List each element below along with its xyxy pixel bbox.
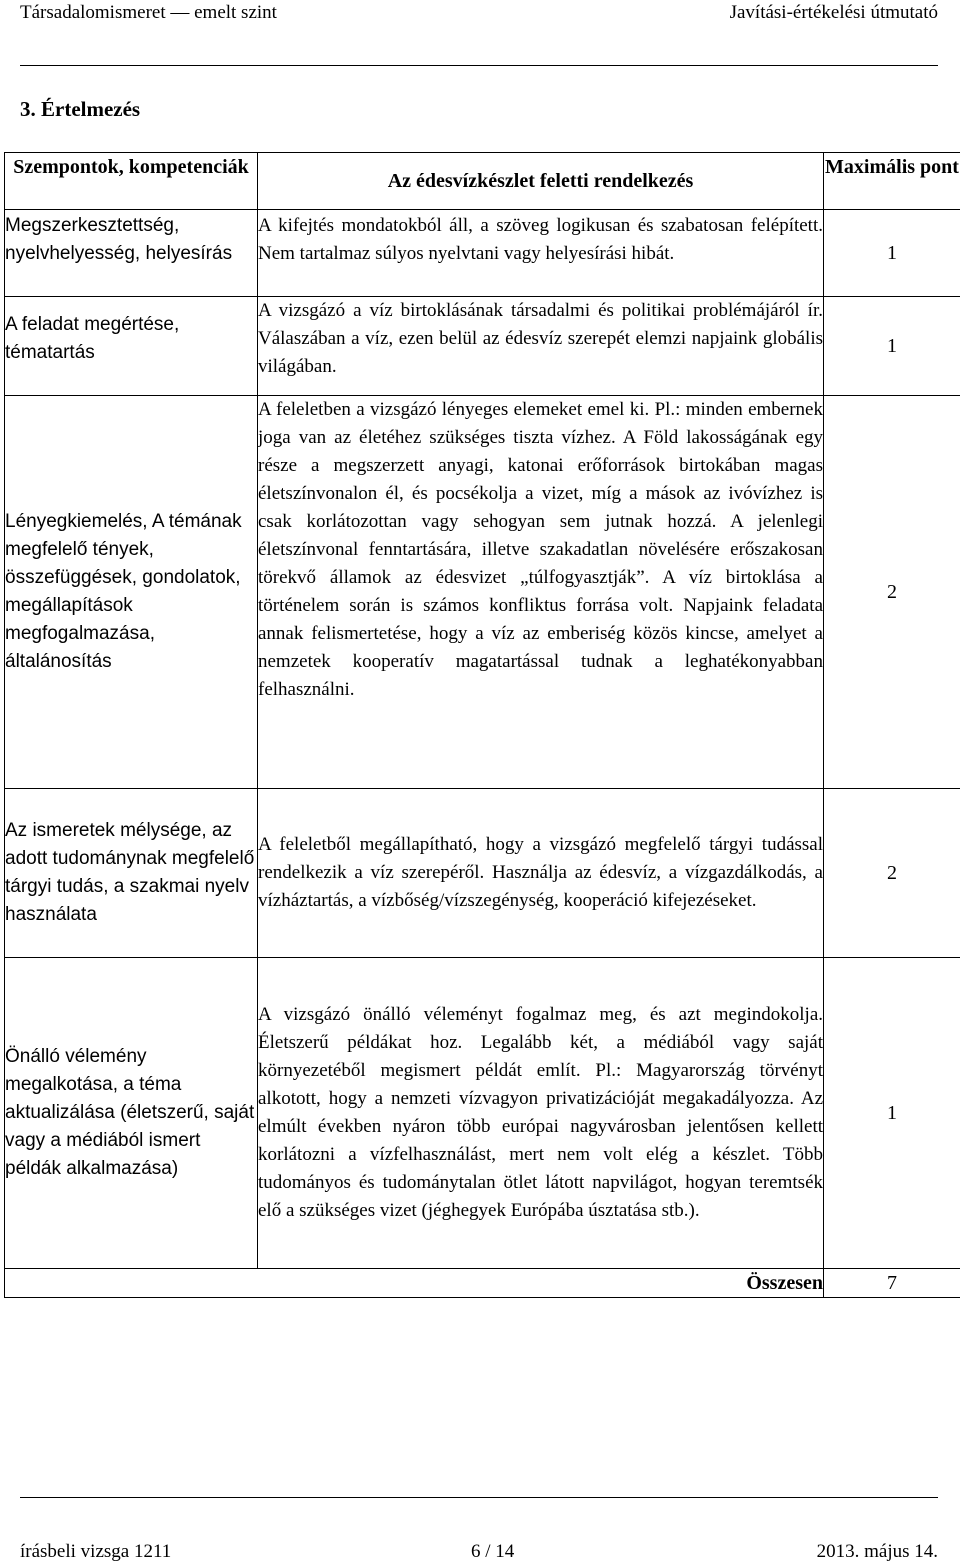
description-cell: A kifejtés mondatokból áll, a szöveg logikusan és szabatosan felépített. Nem tartalmaz súlyos nyelvtani vagy helyesírási hibát. xyxy=(258,210,824,297)
scoring-table xyxy=(4,152,960,1298)
criterion-cell: Megszerkesztettség, nyelvhelyesség, helyesírás xyxy=(5,210,258,297)
total-row xyxy=(5,1269,960,1298)
points-column-header: Maximális pont xyxy=(824,153,960,210)
table-row xyxy=(5,297,960,396)
table-row xyxy=(5,210,960,297)
points-cell: 2 xyxy=(824,789,960,958)
description-cell: A feleletből megállapítható, hogy a vizsgázó megfelelő tárgyi tudással rendelkezik a víz szerepéről. Használja az édesvíz, a vízgazdálkodás, a vízháztartás, a vízbőség/vízszegénység, kooperáció kifejezéseket. xyxy=(258,789,824,958)
criteria-column-header: Szempontok, kompetenciák xyxy=(5,153,258,210)
points-cell: 1 xyxy=(824,958,960,1269)
criterion-cell: A feladat megértése, tématartás xyxy=(5,297,258,396)
table-header-row xyxy=(5,153,960,210)
table-row xyxy=(5,789,960,958)
header-subject: Társadalomismeret — emelt szint xyxy=(20,2,277,23)
footer-date: 2013. május 14. xyxy=(816,1541,938,1562)
total-value: 7 xyxy=(824,1269,960,1298)
criterion-cell: Önálló vélemény megalkotása, a téma aktualizálása (életszerű, saját vagy a médiából ismert példák alkalmazása) xyxy=(5,958,258,1269)
points-cell: 1 xyxy=(824,210,960,297)
header-divider xyxy=(20,65,938,66)
points-cell: 2 xyxy=(824,396,960,789)
footer-divider xyxy=(20,1497,938,1498)
section-title: 3. Értelmezés xyxy=(20,97,141,121)
description-cell: A vizsgázó a víz birtoklásának társadalmi és politikai problémájáról ír. Válaszában a víz, ezen belül az édesvíz szerepét elemzi napjaink globális világában. xyxy=(258,297,824,396)
criterion-cell: Lényegkiemelés, A témának megfelelő tények, összefüggések, gondolatok, megállapítások megfogalmazása, általánosítás xyxy=(5,396,258,789)
footer-exam-code: írásbeli vizsga 1211 xyxy=(20,1541,172,1562)
footer-page-number: 6 / 14 xyxy=(471,1541,515,1562)
table-row xyxy=(5,958,960,1269)
topic-column-header: Az édesvízkészlet feletti rendelkezés xyxy=(258,153,824,210)
page-header xyxy=(20,0,938,28)
description-cell: A vizsgázó önálló véleményt fogalmaz meg, és azt megindokolja. Életszerű példákat hoz. Legalább két, a médiából vagy saját környezetéből megismert példát említ. Pl.: Magyarország törvényt alkotott, hogy a nemzeti vízvagyon privatizációját megakadályozza. Az elmúlt években nyáron több európai nagyvárosban jelentősen kellett korlátozni a vízfelhasználást, mert nem volt elég a készlet. Több tudományos és tudománytalan ötlet látott napvilágot, hogyan teremtsék elő a szükséges vizet (jéghegyek Európába úsztatása stb.). xyxy=(258,958,824,1269)
criterion-cell: Az ismeretek mélysége, az adott tudománynak megfelelő tárgyi tudás, a szakmai nyelv használata xyxy=(5,789,258,958)
points-cell: 1 xyxy=(824,297,960,396)
description-cell: A feleletben a vizsgázó lényeges elemeket emel ki. Pl.: minden embernek joga van az életéhez szükséges tiszta vízhez. A Föld lakosságának egy része a megszerzett anyagi, katonai erőforrások birtokában magas életszínvonalon él, és pocsékolja a vizet, míg a mások az ivóvízhez is csak korlátozottan vagy sehogyan sem jutnak hozzá. A jelenlegi életszínvonal fenntartására, illetve szakadatlan növelésére erőszakosan törekvő államok az édesvizet „túlfogyasztják”. A víz birtoklása a történelem során is számos konfliktus forrása volt. Napjaink feladata annak felismertetése, hogy a víz az emberiség közös kincse, amelyet a nemzetek kooperatív magatartással tudnak a leghatékonyabban felhasználni. xyxy=(258,396,824,789)
header-guide-title: Javítási-értékelési útmutató xyxy=(729,2,938,23)
total-label: Összesen xyxy=(5,1269,824,1298)
table-row xyxy=(5,396,960,789)
